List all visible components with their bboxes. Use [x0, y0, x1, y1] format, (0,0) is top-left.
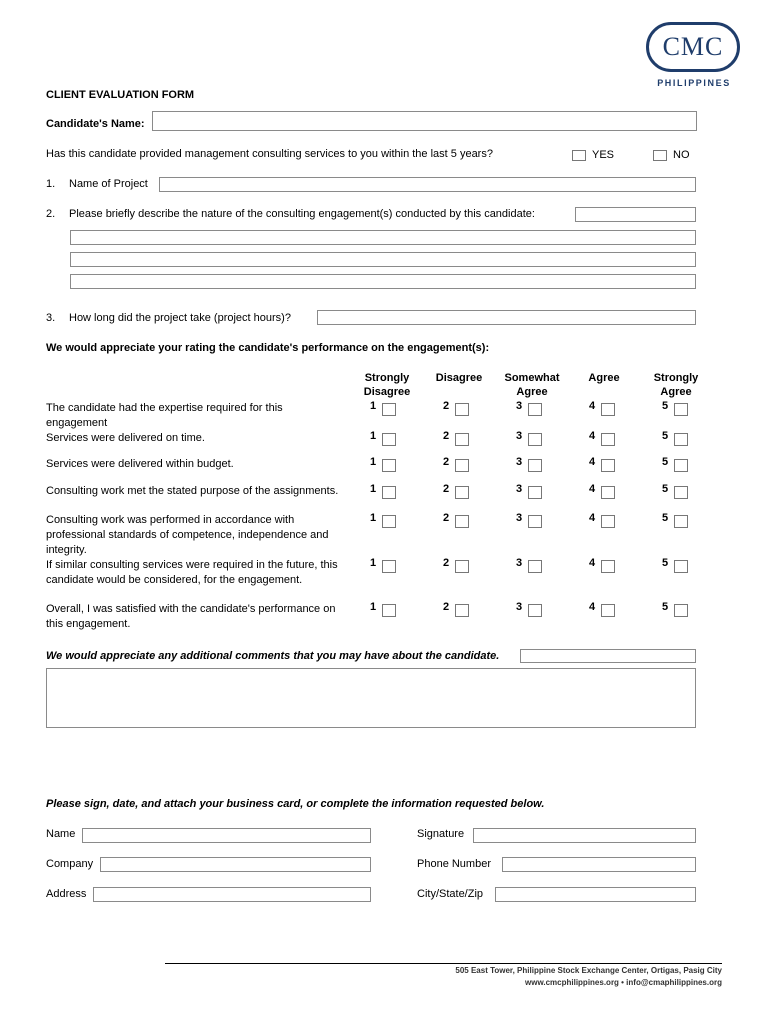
city-state-zip-input[interactable]: [495, 887, 696, 902]
rating-checkbox-4[interactable]: [601, 486, 615, 499]
rating-checkbox-5[interactable]: [674, 459, 688, 472]
no-checkbox[interactable]: [653, 150, 667, 161]
comments-label: We would appreciate any additional comments that you may have about the candidate.: [46, 650, 500, 662]
rating-checkbox-3[interactable]: [528, 560, 542, 573]
q2-label: Please briefly describe the nature of the consulting engagement(s) conducted by this candidate:: [69, 208, 535, 220]
rating-number-1: 1: [370, 601, 377, 613]
rating-number-1: 1: [370, 400, 377, 412]
phone-input[interactable]: [502, 857, 696, 872]
address-label: Address: [46, 888, 87, 900]
candidate-name-label: Candidate's Name:: [46, 118, 145, 130]
q3-label: How long did the project take (project hours)?: [69, 312, 291, 324]
scale-header-disagree: Disagree: [435, 372, 483, 384]
rating-number-1: 1: [370, 456, 377, 468]
phone-label: Phone Number: [417, 858, 491, 870]
q2-number: 2.: [46, 208, 56, 220]
rating-number-4: 4: [589, 601, 596, 613]
rating-checkbox-3[interactable]: [528, 403, 542, 416]
rating-checkbox-1[interactable]: [382, 604, 396, 617]
rating-checkbox-3[interactable]: [528, 433, 542, 446]
rating-number-2: 2: [443, 601, 450, 613]
rating-statement: Consulting work met the stated purpose of the assignments.: [46, 485, 339, 497]
rating-number-1: 1: [370, 512, 377, 524]
rating-checkbox-1[interactable]: [382, 560, 396, 573]
rating-checkbox-2[interactable]: [455, 515, 469, 528]
rating-checkbox-2[interactable]: [455, 560, 469, 573]
rating-number-3: 3: [516, 483, 523, 495]
rating-number-4: 4: [589, 512, 596, 524]
rating-checkbox-3[interactable]: [528, 486, 542, 499]
comments-input-line[interactable]: [520, 649, 696, 663]
rating-checkbox-2[interactable]: [455, 459, 469, 472]
consulting-question: Has this candidate provided management consulting services to you within the last 5 years?: [46, 148, 493, 160]
rating-statement: If similar consulting services were required in the future, this candidate would be considered, for the engagement.: [46, 559, 338, 586]
rating-number-2: 2: [443, 400, 450, 412]
engagement-input-3[interactable]: [70, 252, 696, 267]
rating-checkbox-5[interactable]: [674, 604, 688, 617]
rating-checkbox-4[interactable]: [601, 459, 615, 472]
rating-checkbox-2[interactable]: [455, 604, 469, 617]
rating-statement: Consulting work was performed in accordance with professional standards of competence, independence and integrity.: [46, 514, 329, 556]
engagement-input-2[interactable]: [70, 230, 696, 245]
cmc-logo: [646, 22, 740, 72]
rating-number-3: 3: [516, 601, 523, 613]
company-label: Company: [46, 858, 94, 870]
rating-number-2: 2: [443, 430, 450, 442]
rating-checkbox-5[interactable]: [674, 515, 688, 528]
rating-number-5: 5: [662, 430, 669, 442]
name-label: Name: [46, 828, 76, 840]
rating-checkbox-1[interactable]: [382, 486, 396, 499]
rating-checkbox-2[interactable]: [455, 403, 469, 416]
rating-number-3: 3: [516, 400, 523, 412]
rating-checkbox-2[interactable]: [455, 486, 469, 499]
scale-header-agree: Agree: [588, 372, 620, 384]
rating-checkbox-3[interactable]: [528, 604, 542, 617]
rating-number-1: 1: [370, 557, 377, 569]
rating-checkbox-4[interactable]: [601, 515, 615, 528]
rating-number-5: 5: [662, 512, 669, 524]
rating-checkbox-3[interactable]: [528, 515, 542, 528]
rating-number-3: 3: [516, 512, 523, 524]
rating-checkbox-5[interactable]: [674, 486, 688, 499]
rating-number-4: 4: [589, 400, 596, 412]
address-input[interactable]: [93, 887, 371, 902]
yes-label: YES: [592, 149, 615, 161]
rating-number-2: 2: [443, 557, 450, 569]
project-hours-input[interactable]: [317, 310, 696, 325]
rating-intro: We would appreciate your rating the candidate's performance on the engagement(s):: [46, 342, 490, 354]
rating-checkbox-1[interactable]: [382, 459, 396, 472]
rating-statement: Services were delivered within budget.: [46, 458, 234, 470]
rating-statement: Services were delivered on time.: [46, 432, 205, 444]
scale-header-strongly-agree: Strongly Agree: [653, 372, 699, 398]
rating-checkbox-4[interactable]: [601, 403, 615, 416]
rating-statement: The candidate had the expertise required for this engagement: [46, 402, 283, 429]
rating-number-4: 4: [589, 430, 596, 442]
rating-number-3: 3: [516, 430, 523, 442]
sign-intro: Please sign, date, and attach your business card, or complete the information requested below.: [46, 798, 545, 810]
city-state-zip-label: City/State/Zip: [417, 888, 484, 900]
logo-subtitle: PHILIPPINES: [657, 78, 731, 88]
rating-number-5: 5: [662, 400, 669, 412]
signature-label: Signature: [417, 828, 465, 840]
rating-number-3: 3: [516, 557, 523, 569]
rating-number-5: 5: [662, 601, 669, 613]
rating-checkbox-4[interactable]: [601, 560, 615, 573]
rating-checkbox-1[interactable]: [382, 515, 396, 528]
rating-checkbox-4[interactable]: [601, 604, 615, 617]
rating-number-3: 3: [516, 456, 523, 468]
no-label: NO: [673, 149, 690, 161]
engagement-input-1[interactable]: [575, 207, 696, 222]
rating-checkbox-5[interactable]: [674, 560, 688, 573]
rating-checkbox-1[interactable]: [382, 433, 396, 446]
rating-checkbox-5[interactable]: [674, 433, 688, 446]
candidate-name-input[interactable]: [152, 111, 697, 131]
rating-checkbox-3[interactable]: [528, 459, 542, 472]
project-name-input[interactable]: [159, 177, 696, 192]
q1-number: 1.: [46, 178, 56, 190]
name-input[interactable]: [82, 828, 371, 843]
q3-number: 3.: [46, 312, 56, 324]
rating-number-2: 2: [443, 456, 450, 468]
rating-number-2: 2: [443, 512, 450, 524]
rating-number-2: 2: [443, 483, 450, 495]
signature-input[interactable]: [473, 828, 696, 843]
comments-textarea[interactable]: [46, 668, 696, 728]
rating-statement: Overall, I was satisfied with the candidate's performance on this engagement.: [46, 603, 336, 630]
rating-number-1: 1: [370, 483, 377, 495]
rating-number-5: 5: [662, 456, 669, 468]
rating-number-1: 1: [370, 430, 377, 442]
rating-checkbox-5[interactable]: [674, 403, 688, 416]
rating-number-4: 4: [589, 456, 596, 468]
footer-address: 505 East Tower, Philippine Stock Exchange Center, Ortigas, Pasig City: [455, 966, 722, 975]
rating-checkbox-2[interactable]: [455, 433, 469, 446]
company-input[interactable]: [100, 857, 371, 872]
logo-text: CMC: [662, 32, 724, 61]
scale-header-somewhat-agree: Somewhat Agree: [504, 372, 560, 398]
rating-number-4: 4: [589, 483, 596, 495]
scale-header-strongly-disagree: Strongly Disagree: [363, 372, 411, 398]
rating-number-5: 5: [662, 483, 669, 495]
q1-label: Name of Project: [69, 178, 148, 190]
form-title: CLIENT EVALUATION FORM: [46, 89, 195, 101]
engagement-input-4[interactable]: [70, 274, 696, 289]
rating-number-5: 5: [662, 557, 669, 569]
rating-checkbox-4[interactable]: [601, 433, 615, 446]
footer-divider: [165, 963, 722, 964]
rating-number-4: 4: [589, 557, 596, 569]
yes-checkbox[interactable]: [572, 150, 586, 161]
rating-checkbox-1[interactable]: [382, 403, 396, 416]
footer-contact: www.cmcphilippines.org • info@cmaphilippines.org: [525, 978, 722, 987]
